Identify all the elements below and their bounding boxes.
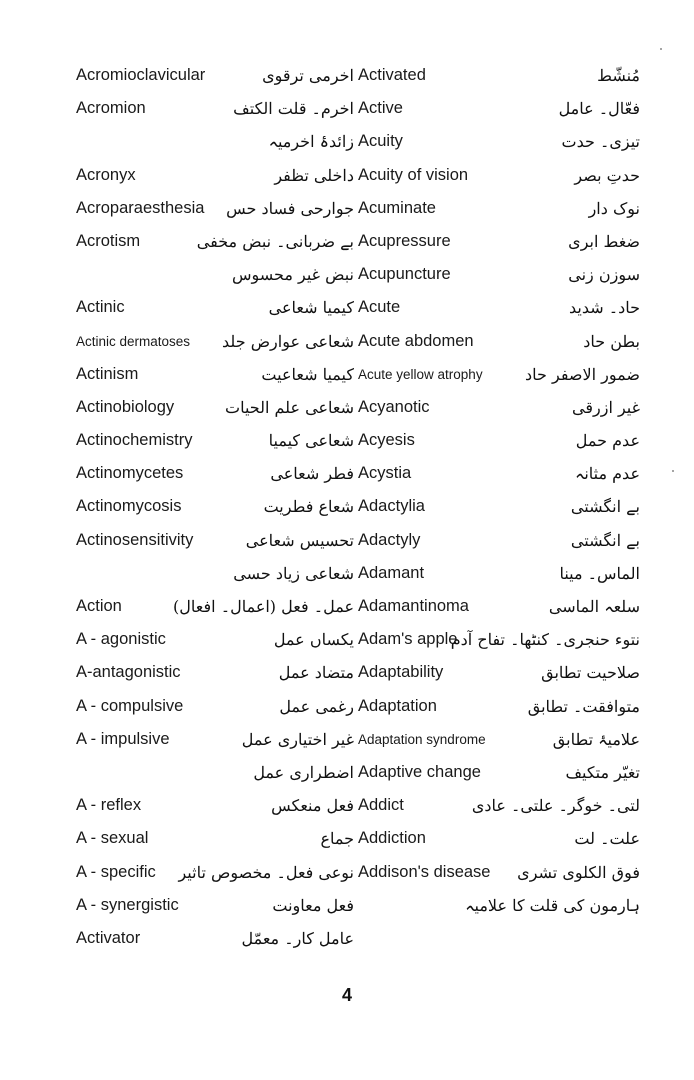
right-english-term: Addict bbox=[358, 796, 404, 815]
left-urdu-translation: اخرمی ترقوی bbox=[262, 66, 354, 85]
right-urdu-translation: متوافقت۔ تطابق bbox=[527, 696, 640, 716]
left-urdu-translation: شعاعی عوارض جلد bbox=[222, 331, 354, 351]
left-english-term: Acroparaesthesia bbox=[76, 198, 205, 217]
left-english-term: Actinobiology bbox=[76, 397, 175, 416]
right-english-term: Acyanotic bbox=[358, 397, 430, 416]
right-urdu-translation: سوزن زنی bbox=[568, 265, 640, 285]
entry-row bbox=[0, 756, 694, 789]
entries-grid bbox=[0, 59, 694, 955]
right-english-term: Acystia bbox=[358, 464, 412, 483]
left-urdu-translation: شعاعی کیمیا bbox=[268, 431, 354, 451]
entry-row bbox=[0, 225, 694, 258]
left-english-term: Actinomycetes bbox=[76, 464, 184, 483]
left-english-term: Actinochemistry bbox=[76, 431, 193, 450]
entry-row bbox=[0, 391, 694, 424]
right-urdu-translation: بے انگشتی bbox=[570, 497, 640, 517]
left-urdu-translation: کیمیا شعاعیت bbox=[261, 364, 354, 384]
right-english-term: Adactylia bbox=[358, 497, 425, 516]
left-urdu-translation: داخلی تظفر bbox=[274, 165, 354, 185]
right-urdu-translation: غیر ازرقی bbox=[572, 397, 640, 417]
right-urdu-translation: عدم حمل bbox=[575, 431, 640, 451]
right-english-term: Acuminate bbox=[358, 198, 436, 217]
left-english-term: Actinomycosis bbox=[76, 497, 182, 516]
right-urdu-translation: صلاحیت تطابق bbox=[541, 663, 640, 683]
right-english-term: Acute bbox=[358, 298, 401, 317]
left-urdu-translation: عامل کار۔ معمّل bbox=[241, 928, 354, 948]
left-urdu-translation: اضطراری عمل bbox=[253, 762, 354, 782]
entry-row bbox=[0, 889, 694, 922]
right-english-term: Acute yellow atrophy bbox=[358, 366, 483, 382]
left-english-term: Actinosensitivity bbox=[76, 530, 194, 549]
entry-row bbox=[0, 358, 694, 391]
right-urdu-translation: نوک دار bbox=[588, 198, 640, 218]
left-urdu-translation: بے ضربانی۔ نبض مخفی bbox=[196, 231, 354, 251]
right-english-term: Adamant bbox=[358, 563, 425, 582]
right-urdu-translation: نتوء حنجری۔ کنٹھا۔ تفاح آدم bbox=[450, 630, 640, 650]
entry-row bbox=[0, 557, 694, 590]
left-urdu-translation: عمل۔ فعل (اعمال۔ افعال) bbox=[173, 597, 354, 616]
right-urdu-translation bbox=[484, 922, 640, 955]
page-number: 4 bbox=[341, 985, 352, 1005]
right-english-term: Acyesis bbox=[358, 431, 415, 450]
left-urdu-translation: کیمیا شعاعی bbox=[268, 298, 354, 318]
entry-row bbox=[0, 590, 694, 623]
entry-row bbox=[0, 623, 694, 656]
left-english-term: Actinic bbox=[76, 298, 125, 317]
right-urdu-translation: الماس۔ مینا bbox=[559, 563, 640, 583]
scan-speck bbox=[672, 470, 674, 472]
right-urdu-translation: سلعہ الماسی bbox=[548, 597, 640, 616]
left-urdu-translation: نبض غیر محسوس bbox=[231, 265, 354, 285]
right-english-term: Activated bbox=[358, 66, 426, 84]
right-urdu-translation: فوق الکلوی تشری bbox=[517, 862, 640, 882]
left-urdu-translation: یکساں عمل bbox=[273, 630, 354, 650]
right-english-term: Active bbox=[358, 99, 403, 118]
left-english-term: A - synergistic bbox=[76, 895, 179, 914]
entry-row bbox=[0, 856, 694, 889]
right-urdu-translation: ضغط ابری bbox=[568, 231, 640, 251]
right-urdu-translation: عدم مثانہ bbox=[574, 464, 640, 484]
right-english-term: Adaptive change bbox=[358, 762, 481, 781]
entry-row bbox=[0, 490, 694, 523]
right-english-term: Acupuncture bbox=[358, 265, 451, 284]
left-english-term: A - impulsive bbox=[76, 729, 170, 748]
right-english-term: Adaptation bbox=[358, 696, 437, 715]
left-urdu-translation: جوارحی فساد حس bbox=[226, 198, 354, 218]
left-english-term: A - compulsive bbox=[76, 696, 184, 715]
entry-row bbox=[0, 457, 694, 490]
right-english-term: Adamantinoma bbox=[358, 597, 469, 615]
right-urdu-translation: حدتِ بصر bbox=[574, 165, 640, 185]
right-urdu-translation: مُنشّط bbox=[597, 66, 640, 85]
right-english-term: Acuity of vision bbox=[358, 165, 469, 184]
right-urdu-translation: ضمور الاصفر حاد bbox=[525, 364, 640, 384]
entry-row bbox=[0, 59, 694, 92]
right-urdu-translation: تیزی۔ حدت bbox=[561, 132, 640, 152]
left-english-term: Actinism bbox=[76, 364, 139, 383]
right-english-term: Addison's disease bbox=[358, 862, 491, 881]
left-english-term: Acrotism bbox=[76, 231, 141, 250]
entry-row bbox=[0, 258, 694, 291]
left-urdu-translation: فطر شعاعی bbox=[270, 464, 354, 484]
right-urdu-translation: ہارمون کی قلت کا علامیہ bbox=[465, 895, 640, 915]
left-urdu-translation: شعاع فطریت bbox=[263, 497, 354, 517]
left-english-term: A-antagonistic bbox=[76, 663, 181, 682]
entry-row bbox=[0, 424, 694, 457]
left-urdu-translation: جماع bbox=[320, 829, 354, 849]
left-urdu-translation: غیر اختیاری عمل bbox=[241, 729, 354, 749]
right-urdu-translation: تغیّر متکیف bbox=[565, 762, 640, 782]
left-english-term: A - sexual bbox=[76, 829, 149, 848]
entry-row bbox=[0, 159, 694, 192]
left-urdu-translation: رغمی عمل bbox=[279, 696, 354, 716]
right-urdu-translation: لتی۔ خوگر۔ علتی۔ عادی bbox=[471, 796, 640, 816]
left-english-term: A - specific bbox=[76, 862, 156, 881]
right-urdu-translation: علت۔ لت bbox=[574, 829, 640, 849]
left-english-term: A - reflex bbox=[76, 796, 142, 815]
entry-row bbox=[0, 789, 694, 822]
left-urdu-translation: تحسیس شعاعی bbox=[245, 530, 354, 550]
left-english-term: A - agonistic bbox=[76, 630, 166, 649]
left-urdu-translation: فعل معاونت bbox=[272, 895, 354, 915]
entry-row bbox=[0, 922, 694, 955]
right-english-term: Acuity bbox=[358, 132, 403, 151]
left-english-term: Acromion bbox=[76, 99, 146, 118]
left-english-term: Acromioclavicular bbox=[76, 66, 206, 84]
right-english-term: Adaptability bbox=[358, 663, 444, 682]
entry-row bbox=[0, 92, 694, 125]
left-urdu-translation: شعاعی زیاد حسی bbox=[233, 563, 354, 583]
entry-row bbox=[0, 192, 694, 225]
left-english-term: Actinic dermatoses bbox=[76, 333, 191, 349]
right-english-term: Adam's apple bbox=[358, 630, 458, 649]
right-english-term bbox=[358, 922, 490, 955]
left-urdu-translation: شعاعی علم الحیات bbox=[225, 397, 354, 417]
right-urdu-translation: بطن حاد bbox=[583, 331, 640, 351]
right-urdu-translation: فعّال۔ عامل bbox=[558, 99, 640, 119]
left-urdu-translation: زائدۂ اخرمیہ bbox=[268, 132, 354, 152]
entry-row bbox=[0, 822, 694, 855]
left-urdu-translation: نوعی فعل۔ مخصوص تاثیر bbox=[178, 862, 354, 882]
right-english-term: Acute abdomen bbox=[358, 331, 474, 350]
left-english-term: Activator bbox=[76, 928, 141, 947]
right-english-term: Acupressure bbox=[358, 231, 451, 250]
entry-row bbox=[0, 291, 694, 324]
left-english-term: Action bbox=[76, 597, 122, 615]
right-urdu-translation: بے انگشتی bbox=[570, 530, 640, 550]
entry-row bbox=[0, 690, 694, 723]
entry-row bbox=[0, 723, 694, 756]
left-urdu-translation: متضاد عمل bbox=[278, 663, 354, 683]
entry-row bbox=[0, 524, 694, 557]
right-english-term: Adaptation syndrome bbox=[358, 731, 486, 747]
left-english-term: Acronyx bbox=[76, 165, 136, 184]
right-english-term: Addiction bbox=[358, 829, 426, 848]
left-urdu-translation: اخرم۔ قلت الکتف bbox=[233, 99, 354, 119]
entry-row bbox=[0, 125, 694, 158]
left-urdu-translation: فعل منعکس bbox=[271, 796, 354, 816]
right-urdu-translation: علامیۂ تطابق bbox=[552, 729, 640, 749]
entry-row bbox=[0, 325, 694, 358]
right-english-term: Adactyly bbox=[358, 530, 421, 549]
scan-speck bbox=[660, 48, 662, 50]
right-urdu-translation: حاد۔ شدید bbox=[568, 298, 640, 318]
entry-row bbox=[0, 656, 694, 689]
